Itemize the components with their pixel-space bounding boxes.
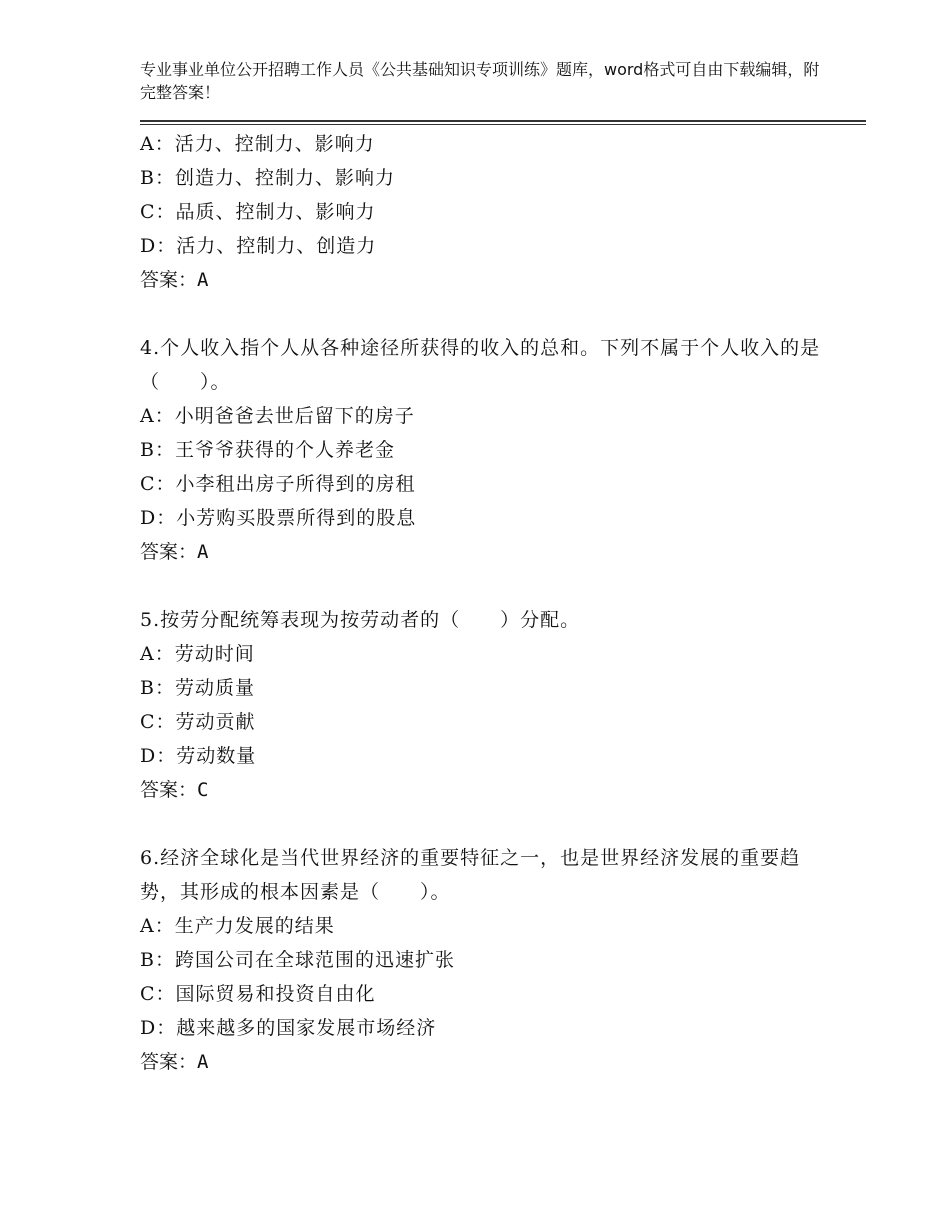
option-a: A：活力、控制力、影响力 — [140, 133, 375, 155]
option-b: B：创造力、控制力、影响力 — [140, 167, 395, 189]
header-rule-thick — [140, 120, 866, 122]
answer-line — [140, 1045, 840, 1079]
answer-line — [140, 535, 840, 569]
option-a: A：生产力发展的结果 — [140, 915, 335, 937]
option-c: C：品质、控制力、影响力 — [140, 201, 376, 223]
option-c: C：劳动贡献 — [140, 711, 256, 733]
spacer — [140, 297, 840, 331]
answer-value: A — [197, 269, 209, 291]
answer-label: 答案： — [140, 541, 198, 563]
option-a: A：小明爸爸去世后留下的房子 — [140, 405, 415, 427]
answer-label: 答案： — [140, 779, 198, 801]
option-d: D：小芳购买股票所得到的股息 — [140, 507, 417, 529]
option-b: B：王爷爷获得的个人养老金 — [140, 439, 395, 461]
spacer — [140, 569, 840, 603]
option-d: D：劳动数量 — [140, 745, 257, 767]
option-d: D：越来越多的国家发展市场经济 — [140, 1017, 437, 1039]
option-d: D：活力、控制力、创造力 — [140, 235, 377, 257]
question-stem: 4.个人收入指个人从各种途径所获得的收入的总和。下列不属于个人收入的是（ ）。 — [140, 337, 821, 393]
answer-label: 答案： — [140, 1051, 198, 1073]
question-list — [140, 127, 840, 1079]
answer-line — [140, 773, 840, 807]
header-rule-thin — [140, 124, 866, 125]
option-a: A：劳动时间 — [140, 643, 255, 665]
question-block — [140, 331, 840, 569]
answer-line — [140, 263, 840, 297]
question-block — [140, 603, 840, 807]
answer-value: C — [197, 779, 209, 801]
answer-value: A — [197, 1051, 209, 1073]
question-stem: 5.按劳分配统筹表现为按劳动者的（ ）分配。 — [140, 609, 581, 631]
spacer — [140, 807, 840, 841]
answer-value: A — [197, 541, 209, 563]
option-b: B：跨国公司在全球范围的迅速扩张 — [140, 949, 455, 971]
question-block — [140, 127, 840, 297]
answer-label: 答案： — [140, 269, 198, 291]
option-c: C：小李租出房子所得到的房租 — [140, 473, 416, 495]
option-c: C：国际贸易和投资自由化 — [140, 983, 376, 1005]
option-b: B：劳动质量 — [140, 677, 255, 699]
question-stem: 6.经济全球化是当代世界经济的重要特征之一，也是世界经济发展的重要趋势，其形成的根本因素是（ ）。 — [140, 847, 801, 903]
question-block — [140, 841, 840, 1079]
document-header: 专业事业单位公开招聘工作人员《公共基础知识专项训练》题库，word格式可自由下载编辑，附完整答案！ — [140, 60, 820, 102]
